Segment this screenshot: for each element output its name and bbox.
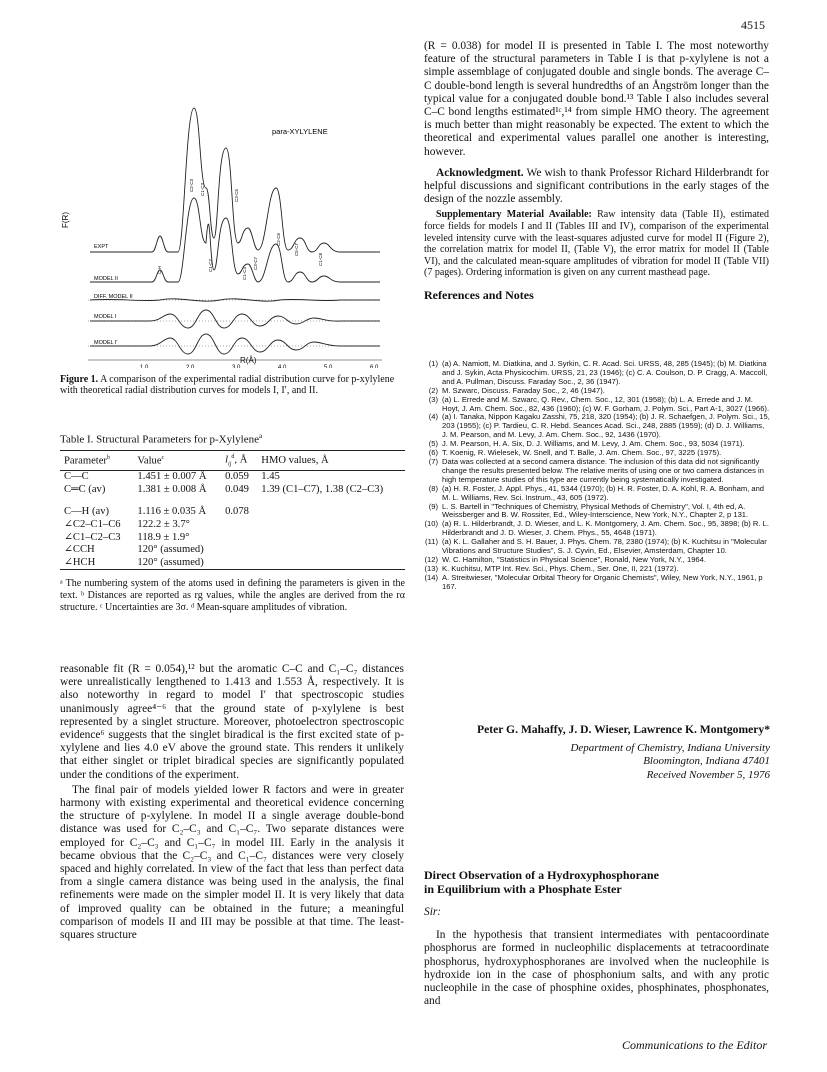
table-title: Table I. Structural Parameters for p-Xylylene (60, 433, 259, 446)
table-row (60, 496, 405, 519)
figure-caption (60, 374, 400, 397)
table-cell: 120° (assumed) (137, 556, 204, 568)
trace-label-expt: EXPT (94, 244, 109, 250)
model-i-curve (90, 310, 380, 328)
reference-item (420, 485, 770, 503)
table-cell (257, 519, 405, 532)
salutation: Sir: (424, 906, 442, 918)
peak-label: C1-C4 (242, 266, 247, 280)
table-cell: 1.451 ± 0.007 Å (137, 471, 207, 483)
page-footer: Communications to the Editor (622, 1038, 767, 1052)
reference-number: (4) (428, 412, 438, 422)
peak-label: C1-C7 (208, 258, 213, 272)
model-i-prime-curve (90, 334, 380, 354)
x-axis-label: R(Å) (240, 356, 257, 365)
reference-text: (a) L. Errede and M. Szwarc, Q. Rev., Chem. Soc., 12, 301 (1958); (b) L. A. Errede and J. M. Hoyt, J. Am. Chem. Soc., 82, 436 (1960); (c) W. F. Gorham, J. Polym. Sci., Part A-1, 3027 (1966). (442, 394, 770, 413)
next-article (424, 868, 769, 1010)
x-axis (88, 360, 382, 368)
column-header: HMO values, Å (257, 450, 405, 471)
table-cell: C—H (av) (64, 506, 110, 518)
acknowledgment: Acknowledgment. We wish to thank Professor Richard Hilderbrandt for helpful discussions and significant contributions in the early stages of the design of the nozzle assembly. (424, 166, 769, 206)
reference-number: (3) (428, 394, 438, 404)
table-cell (257, 544, 405, 557)
rdf-curves (90, 108, 380, 354)
model-ii-curve (90, 198, 380, 282)
column-header: Parameter$^b$ (60, 450, 133, 471)
reference-number: (14) (424, 572, 438, 582)
table-title-sup: a (259, 432, 263, 440)
table-row (60, 471, 405, 484)
table-cell: 1.381 ± 0.008 Å (137, 483, 207, 495)
table-header-row (60, 450, 405, 471)
table-cell (257, 496, 405, 519)
reference-item (420, 360, 770, 387)
table-row (60, 532, 405, 545)
x-tick-label: 1.0 (140, 365, 149, 368)
reference-text: L. S. Bartell in "Techniques of Chemistry, Physical Methods of Chemistry", Vol. I, 4th ed, A. Weissberger and B. W. Rossiter, Ed., Wiley-Interscience, New York, N.Y., Chapter 2, p 131. (442, 501, 749, 520)
reference-text: Data was collected at a second camera distance. The inclusion of this data did not significantly change the results presented below. The relative merits of using one or two camera distances in high temperature studies of this type are currently being systematically investigated. (442, 456, 764, 484)
trace-label-model-i-prime: MODEL I' (94, 340, 118, 346)
reference-item (420, 396, 770, 414)
trace-label-model-i: MODEL I (94, 314, 117, 320)
table-row (60, 544, 405, 557)
reference-text: A. Streitwieser, "Molecular Orbital Theory for Organic Chemists", Wiley, New York, N.Y., 1961, p 167. (442, 572, 763, 591)
table-cell: C═C (av) (64, 483, 106, 495)
peak-label: C1-C3 (200, 182, 205, 196)
reference-number: (12) (424, 554, 438, 564)
parameters-table (60, 450, 405, 571)
table-cell (221, 519, 257, 532)
table-cell: 1.39 (C1–C7), 1.38 (C2–C3) (261, 483, 384, 495)
paragraph: reasonable fit (R = 0.054),¹² but the aromatic C–C and C₁–C₇ distances were unrealistically lengthened to 1.413 and 1.553 Å, respectively. It is also noteworthy in regard to model I′ that spectroscopic studies unanimously agree⁴⁻⁶ that the ground state of p-xylylene is best represented by a singlet structure. Moreover, photoelectron spectroscopic evidence⁶ suggests that the singlet biradical is the first excited state of p-xylylene and lies 4.0 eV above the ground state. This renders it unlikely that either singlet or triplet biradical species are significantly populated under the conditions of the experiment. (60, 663, 404, 781)
trace-label-model-ii: MODEL II (94, 276, 118, 282)
y-axis-label: F(R) (61, 212, 70, 228)
figure-caption-label: Figure 1. (60, 374, 99, 385)
reference-text: T. Koenig, R. Wielesek, W. Snell, and T. Balle, J. Am. Chem. Soc., 97, 3225 (1975). (442, 448, 722, 458)
reference-text: (a) H. R. Foster, J. Appl. Phys., 41, 5344 (1970); (b) H. R. Foster, D. A. Kohl, R. A. Bonham, and M. L. Williams, Rev. Sci. Instrum., 43, 605 (1972). (442, 483, 765, 502)
baselines (88, 300, 382, 346)
table-cell: 0.078 (225, 506, 249, 518)
reference-number: (13) (424, 563, 438, 573)
column-header: Value$^c$ (133, 450, 221, 471)
table-cell: 122.2 ± 3.7° (137, 519, 190, 531)
page-number: 4515 (741, 18, 765, 32)
received-date: Received November 5, 1976 (646, 769, 770, 781)
table-cell: ∠HCH (64, 556, 96, 568)
reference-number: (1) (428, 359, 438, 368)
table-cell (221, 557, 257, 570)
references-list (420, 360, 770, 592)
table-cell (221, 544, 257, 557)
table-cell (257, 557, 405, 570)
table-cell: 0.049 (225, 483, 249, 495)
peak-label: C5-C7 (294, 242, 299, 256)
reference-number: (2) (428, 385, 438, 395)
reference-number: (9) (428, 501, 438, 511)
reference-item (420, 413, 770, 440)
references-heading: References and Notes (424, 288, 534, 302)
reference-item (420, 503, 770, 521)
x-tick-label: 2.0 (186, 365, 195, 368)
reference-number: (7) (428, 456, 438, 466)
reference-text: (a) R. L. Hilderbrandt, J. D. Wieser, and L. K. Montgomery, J. Am. Chem. Soc., 95, 3898; (b) R. L. Hilderbrandt and J. D. Wieser, J. Chem. Phys., 55, 4648 (1971). (442, 519, 769, 538)
figure-title: para-XYLYLENE (272, 127, 328, 136)
reference-item (420, 538, 770, 556)
trace-label-diff: DIFF. MODEL II (94, 294, 133, 300)
table-row (60, 519, 405, 532)
reference-text: (a) I. Tanaka, Nippon Kagaku Zasshi, 75, 218, 320 (1954); (b) J. R. Schaefgen, J. Polym. Sci., 15, 203 (1955); (c) P. Tardieu, C. R. Hebd. Seances Acad. Sci., 248, 2885 (1959); (d) D. J. Williams, J. M. Pearson, and M. Levy, J. Am. Chem. Soc., 92, 1436 (1970). (442, 412, 770, 440)
peak-label: C2-C3 (189, 178, 194, 192)
peak-label: C1-C8 (318, 252, 323, 266)
affiliation (450, 742, 770, 782)
peak-label: C-H (157, 266, 162, 274)
reference-item (420, 574, 770, 592)
table-footnotes: ᵃ The numbering system of the atoms used in defining the parameters is given in the text. ᵇ Distances are reported as rg values, while the angles are derived from the rα structure. ᶜ Uncertainties are 3σ. ᵈ Mean-square amplitudes of vibration. (60, 578, 405, 613)
right-column-text (424, 40, 769, 308)
reference-number: (6) (428, 448, 438, 458)
paragraph: In the hypothesis that transient intermediates with pentacoordinate phosphorus are formed in nucleophilic displacements at tetracoordinate phosphorus, hydroxyphosphoranes are involved when the nucleophile is hydroxide ion in the case of phosphonium salts, and with any protic nucleophile in the case of phosphine oxides, phosphinates, phosphonates, and (424, 929, 769, 1008)
reference-item (420, 458, 770, 485)
table-cell (221, 532, 257, 545)
table-cell: 1.45 (261, 471, 280, 483)
article-title: Direct Observation of a Hydroxyphosphorane in Equilibrium with a Phosphate Ester (424, 868, 659, 896)
affiliation-line: Bloomington, Indiana 47401 (643, 755, 770, 767)
supplementary-material: Supplementary Material Available: Raw intensity data (Table II), estimated force fields for models I and II (Tables III and IV), comparison of the experimental leveled intensity curve with the least-squares adjusted curve for model II (Figure 2), the correlation matrix for model II, (Table V), the error matrix for model II (Table VI), and the calculated mean-square amplitudes of vibration for model II (Table VII) (7 pages). Ordering information is given on any current masthead page. (424, 209, 769, 279)
paragraph: (R = 0.038) for model II is presented in Table I. The most noteworthy feature of the structural parameters in Table I is that p-xylylene is not a simple assemblage of conjugated double and single bonds. The average C–C double-bond length is several hundredths of an Ångström longer than the typical value for a conjugated double bond.¹³ Table I also includes several C–C bond lengths estimated¹ᶜ,¹⁴ from simple HMO theory. The agreement is much better than might reasonably be expected. The extent to which the theoretical and experimental values parallel one another is interesting, however. (424, 40, 769, 158)
table-cell: 1.116 ± 0.035 Å (137, 506, 207, 518)
peak-label: C3-C7 (253, 256, 258, 270)
reference-text: W. C. Hamilton, "Statistics in Physical Science", Ronald, New York, N.Y., 1964. (442, 554, 706, 564)
rdf-plot (60, 38, 400, 368)
reference-item (420, 520, 770, 538)
expt-curve (90, 108, 380, 252)
reference-number: (11) (425, 537, 438, 547)
authors: Peter G. Mahaffy, J. D. Wieser, Lawrence K. Montgomery* (476, 723, 770, 736)
peak-label: C2-C6 (276, 232, 281, 246)
figure-1 (60, 38, 400, 368)
table-row (60, 557, 405, 570)
reference-text: (a) A. Namiott, M. Diatkina, and J. Syrkin, C. R. Acad. Sci. URSS, 48, 285 (1945); (b) M. Diatkina and J. Sykin, Acta Physicochim. URSS, 21, 23 (1946); (c) C. A. Coulson, D. P. Cragg, A. Maccoll, and A. Pullman, Discuss. Faraday Soc., 2, 36 (1947). (442, 359, 768, 386)
x-tick-label: 6.0 (370, 365, 379, 368)
reference-number: (5) (428, 439, 438, 449)
table-cell: ∠C1–C2–C3 (64, 531, 121, 543)
figure-caption-text: A comparison of the experimental radial distribution curve for p-xylylene with theoretical radial distribution curves for models I, I′, and II. (60, 374, 395, 397)
reference-text: M. Szwarc, Discuss. Faraday Soc., 2, 46 (1947). (442, 385, 605, 395)
table-cell: ∠CCH (64, 544, 95, 556)
peak-label: C3-C5 (234, 188, 239, 202)
reference-number: (8) (428, 483, 438, 493)
x-tick-label: 4.0 (278, 365, 287, 368)
reference-text: J. M. Pearson, H. A. Six, D. J. Williams, and M. Levy, J. Am. Chem. Soc., 93, 5034 (1971). (442, 439, 745, 449)
reference-number: (10) (424, 519, 438, 529)
table-cell: 0.059 (225, 471, 249, 483)
left-column-text (60, 663, 404, 944)
table-1 (60, 432, 405, 613)
table-cell (257, 532, 405, 545)
table-cell: ∠C2–C1–C6 (64, 519, 121, 531)
x-tick-label: 3.0 (232, 365, 241, 368)
table-cell: 120° (assumed) (137, 544, 204, 556)
affiliation-line: Department of Chemistry, Indiana University (570, 742, 770, 754)
paragraph: The final pair of models yielded lower R factors and were in greater harmony with existing experimental and theoretical evidence concerning the structure of p-xylylene. In model II a single average double-bond distance was used for C₂–C₃ and C₁–C₇. Two separate distances were employed for C₂–C₃ and C₁–C₇ in model III. Early in the analysis it became obvious that the C₂–C₃ and C₁–C₇ distances were very closely spaced and highly correlated. In view of the fact that less than perfect data from a single camera distance was being used in the analysis, the final refinements were made on the simpler model II. It is very likely that data of improved quality can be obtained in the future; a meaningful comparison of models II and III may be possible at that time. The least-squares structure (60, 783, 404, 942)
reference-text: (a) K. L. Gallaher and S. H. Bauer, J. Phys. Chem. 78, 2380 (1974); (b) K. Kuchitsu in "Molecular Vibrations and Structure Studies", S. J. Cyvin, Ed., Elsevier, Amsterdam, Chapter 10. (442, 537, 767, 556)
reference-text: K. Kuchitsu, MTP Int. Rev. Sci., Phys. Chem., Ser. One, II, 221 (1972). (442, 563, 679, 573)
table-cell: C—C (64, 471, 89, 483)
x-tick-label: 5.0 (324, 365, 333, 368)
table-cell: 118.9 ± 1.9° (137, 531, 190, 543)
column-header: $l_{ij}^d$, Å (221, 450, 257, 471)
table-row (60, 484, 405, 497)
